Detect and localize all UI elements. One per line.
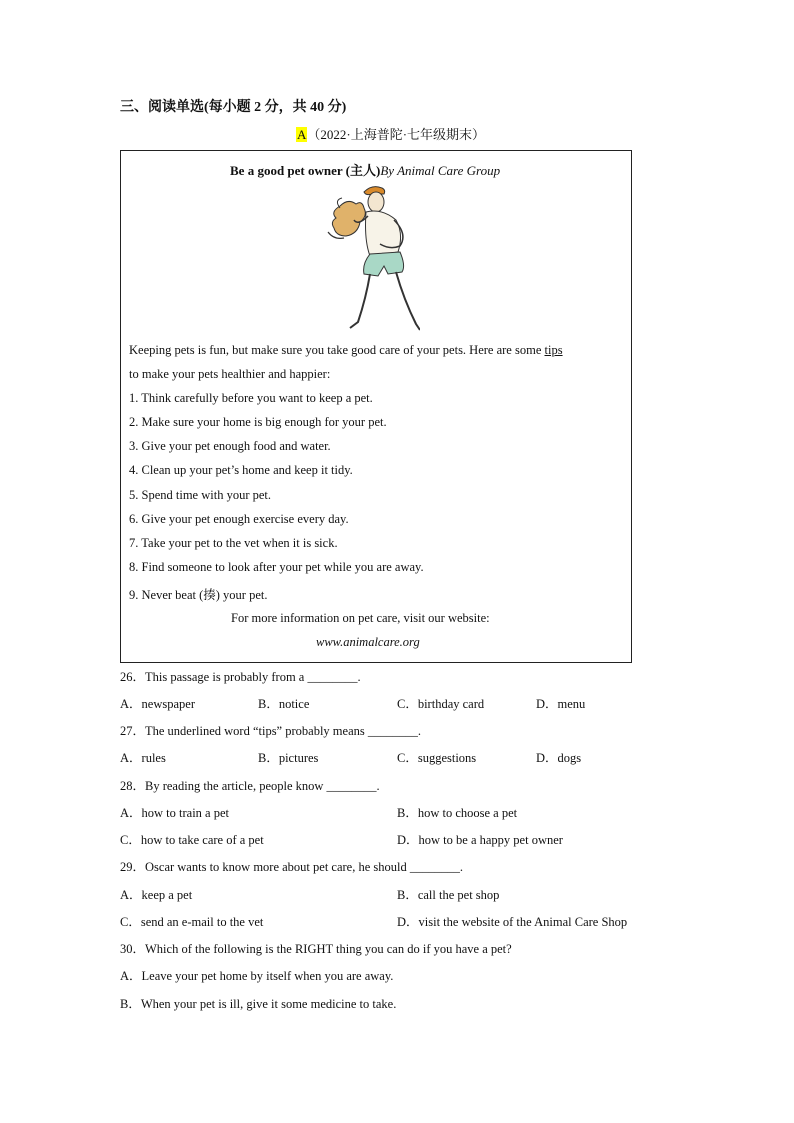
source-line	[296, 124, 485, 143]
question-stem: 29．Oscar wants to know more about pet care, he should ________.	[120, 860, 463, 874]
intro-line-2: to make your pets healthier and happier:	[129, 367, 331, 381]
intro-text: Keeping pets is fun, but make sure you take good care of your pets. Here are some	[129, 343, 545, 357]
option: D．dogs	[536, 751, 582, 765]
question-stem: 28．By reading the article, people know ________.	[120, 779, 380, 793]
question-stem: 30．Which of the following is the RIGHT thing you can do if you have a pet?	[120, 942, 512, 956]
passage-title-main: Be a good pet owner (主人)	[230, 163, 381, 178]
option: A．keep a pet	[120, 888, 193, 902]
tip-item: 4. Clean up your pet’s home and keep it tidy.	[129, 463, 353, 477]
section-heading: 三、阅读单选(每小题 2 分，共 40 分)	[120, 100, 347, 115]
option: A．Leave your pet home by itself when you are away.	[120, 969, 394, 983]
source-label: （2022·上海普陀·七年级期末）	[307, 127, 486, 142]
option: B．notice	[258, 697, 310, 711]
tip-item: 5. Spend time with your pet.	[129, 488, 271, 502]
passage-title	[230, 160, 500, 179]
tip-item: 3. Give your pet enough food and water.	[129, 439, 331, 453]
website-intro: For more information on pet care, visit our website:	[231, 611, 490, 625]
tip-item: 1. Think carefully before you want to keep a pet.	[129, 391, 373, 405]
option: C．send an e-mail to the vet	[120, 915, 264, 929]
website-url: www.animalcare.org	[316, 635, 420, 649]
option: B．call the pet shop	[397, 888, 500, 902]
tip-item: 6. Give your pet enough exercise every day.	[129, 512, 349, 526]
tip-item: 9. Never beat (揍) your pet.	[129, 588, 268, 602]
question-stem: 26．This passage is probably from a ________.	[120, 670, 361, 684]
option: D．menu	[536, 697, 586, 711]
option: A．rules	[120, 751, 166, 765]
tip-item: 7. Take your pet to the vet when it is sick.	[129, 536, 338, 550]
option: D．how to be a happy pet owner	[397, 833, 563, 847]
option: C．how to take care of a pet	[120, 833, 264, 847]
tip-item: 2. Make sure your home is big enough for your pet.	[129, 415, 387, 429]
option: C．birthday card	[397, 697, 485, 711]
option: D．visit the website of the Animal Care Shop	[397, 915, 628, 929]
option: A．newspaper	[120, 697, 195, 711]
passage-letter: A	[297, 127, 307, 142]
option: B．pictures	[258, 751, 319, 765]
question-stem: 27．The underlined word “tips” probably means ________.	[120, 724, 421, 738]
intro-line-1	[129, 343, 563, 358]
option: B．When your pet is ill, give it some medicine to take.	[120, 997, 397, 1011]
option: B．how to choose a pet	[397, 806, 518, 820]
option: A．how to train a pet	[120, 806, 230, 820]
passage-author: By Animal Care Group	[380, 163, 501, 178]
option: C．suggestions	[397, 751, 477, 765]
man-holding-dog-illustration	[320, 182, 420, 332]
tip-item: 8. Find someone to look after your pet while you are away.	[129, 560, 424, 574]
underlined-word-tips: tips	[544, 343, 563, 357]
